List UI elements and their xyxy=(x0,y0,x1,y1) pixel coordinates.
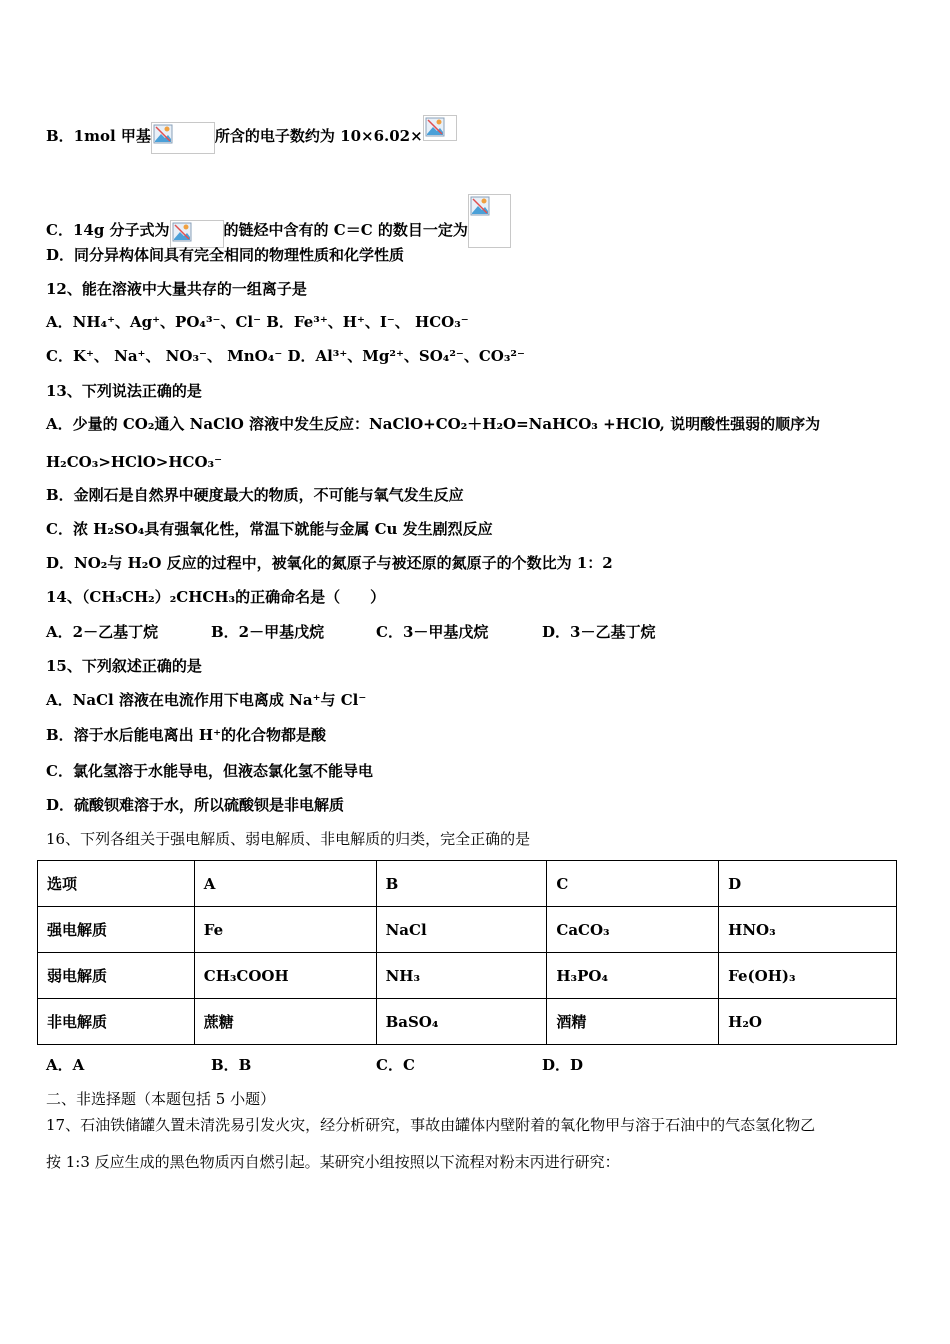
q15-option-d: D．硫酸钡难溶于水，所以硫酸钡是非电解质 xyxy=(46,796,345,814)
q11-option-c-text-2: 的链烃中含有的 C＝C 的数目一定为 xyxy=(223,221,468,239)
q14-option-b: B．2－甲基戊烷 xyxy=(211,623,325,641)
table-cell: H₃PO₄ xyxy=(547,953,719,999)
table-cell: H₂O xyxy=(719,999,897,1045)
table-cell: 强电解质 xyxy=(38,907,195,953)
q16-option-a: A．A xyxy=(46,1056,85,1074)
q13-option-d: D．NO₂与 H₂O 反应的过程中，被氧化的氮原子与被还原的氮原子的个数比为 1：2 xyxy=(46,554,613,572)
q14-option-a: A．2－乙基丁烷 xyxy=(46,623,159,641)
table-cell: Fe xyxy=(194,907,376,953)
broken-image-icon xyxy=(468,194,511,248)
electrolyte-classification-table xyxy=(37,860,897,1045)
table-cell: NH₃ xyxy=(376,953,547,999)
q11-option-b-text-2: 所含的电子数约为 10×6.02× xyxy=(214,127,423,145)
broken-image-icon xyxy=(151,122,215,154)
q12-options-row-2: C．K⁺、 Na⁺、 NO₃⁻、 MnO₄⁻ D．Al³⁺、Mg²⁺、SO₄²⁻、CO₃²⁻ xyxy=(46,347,525,365)
q15-stem: 15、下列叙述正确的是 xyxy=(46,657,202,675)
table-row xyxy=(38,907,897,953)
q17-line-1: 17、石油铁储罐久置未清洗易引发火灾，经分析研究，事故由罐体内壁附着的氧化物甲与溶于石油中的气态氢化物乙 xyxy=(46,1116,816,1134)
table-header-row xyxy=(38,861,897,907)
table-header-cell: C xyxy=(547,861,719,907)
broken-image-icon xyxy=(423,115,457,141)
table-cell: CH₃COOH xyxy=(194,953,376,999)
q11-option-c xyxy=(46,186,511,240)
q11-option-d: D．同分异构体间具有完全相同的物理性质和化学性质 xyxy=(46,246,405,264)
q14-option-c: C．3－甲基戊烷 xyxy=(376,623,489,641)
q12-options-row-1: A．NH₄⁺、Ag⁺、PO₄³⁻、Cl⁻ B．Fe³⁺、H⁺、I⁻、 HCO₃⁻ xyxy=(46,313,469,331)
q11-option-b xyxy=(46,114,457,146)
broken-image-icon xyxy=(170,220,224,248)
q13-stem: 13、下列说法正确的是 xyxy=(46,382,202,400)
table-cell: 蔗糖 xyxy=(194,999,376,1045)
q16-options xyxy=(46,1055,583,1075)
table-header-cell: A xyxy=(194,861,376,907)
table-cell: 弱电解质 xyxy=(38,953,195,999)
q14-stem: 14、（CH₃CH₂）₂CHCH₃的正确命名是（ ） xyxy=(46,588,386,606)
table-cell: 酒精 xyxy=(547,999,719,1045)
q16-option-b: B．B xyxy=(211,1056,252,1074)
q17-line-2: 按 1:3 反应生成的黑色物质丙自燃引起。某研究小组按照以下流程对粉末丙进行研究： xyxy=(46,1153,620,1171)
q14-option-d: D．3－乙基丁烷 xyxy=(542,623,656,641)
table-cell: 非电解质 xyxy=(38,999,195,1045)
section-heading: 二、非选择题（本题包括 5 小题） xyxy=(46,1090,276,1108)
table-cell: Fe(OH)₃ xyxy=(719,953,897,999)
q13-option-b: B．金刚石是自然界中硬度最大的物质，不可能与氧气发生反应 xyxy=(46,486,464,504)
table-header-cell: B xyxy=(376,861,547,907)
q16-stem: 16、下列各组关于强电解质、弱电解质、非电解质的归类，完全正确的是 xyxy=(46,830,531,848)
q16-option-d: D．D xyxy=(542,1056,584,1074)
q13-option-a-line-1: A．少量的 CO₂通入 NaClO 溶液中发生反应：NaClO+CO₂＋H₂O=NaHCO₃ +HClO, 说明酸性强弱的顺序为 xyxy=(46,415,821,433)
q11-option-b-text-1: B．1mol 甲基 xyxy=(46,127,151,145)
q14-options xyxy=(46,622,655,642)
table-cell: CaCO₃ xyxy=(547,907,719,953)
table-header-cell: 选项 xyxy=(38,861,195,907)
q15-option-b: B．溶于水后能电离出 H⁺的化合物都是酸 xyxy=(46,726,326,744)
q13-option-c: C．浓 H₂SO₄具有强氧化性，常温下就能与金属 Cu 发生剧烈反应 xyxy=(46,520,493,538)
table-row xyxy=(38,999,897,1045)
q12-stem: 12、能在溶液中大量共存的一组离子是 xyxy=(46,280,307,298)
table-header-cell: D xyxy=(719,861,897,907)
table-row xyxy=(38,953,897,999)
table-cell: HNO₃ xyxy=(719,907,897,953)
q15-option-a: A．NaCl 溶液在电流作用下电离成 Na⁺与 Cl⁻ xyxy=(46,691,367,709)
table-cell: NaCl xyxy=(376,907,547,953)
q16-option-c: C．C xyxy=(376,1056,415,1074)
table-cell: BaSO₄ xyxy=(376,999,547,1045)
q11-option-c-text-1: C．14g 分子式为 xyxy=(46,221,170,239)
q13-option-a-line-2: H₂CO₃>HClO>HCO₃⁻ xyxy=(46,453,222,471)
q15-option-c: C．氯化氢溶于水能导电，但液态氯化氢不能导电 xyxy=(46,762,373,780)
